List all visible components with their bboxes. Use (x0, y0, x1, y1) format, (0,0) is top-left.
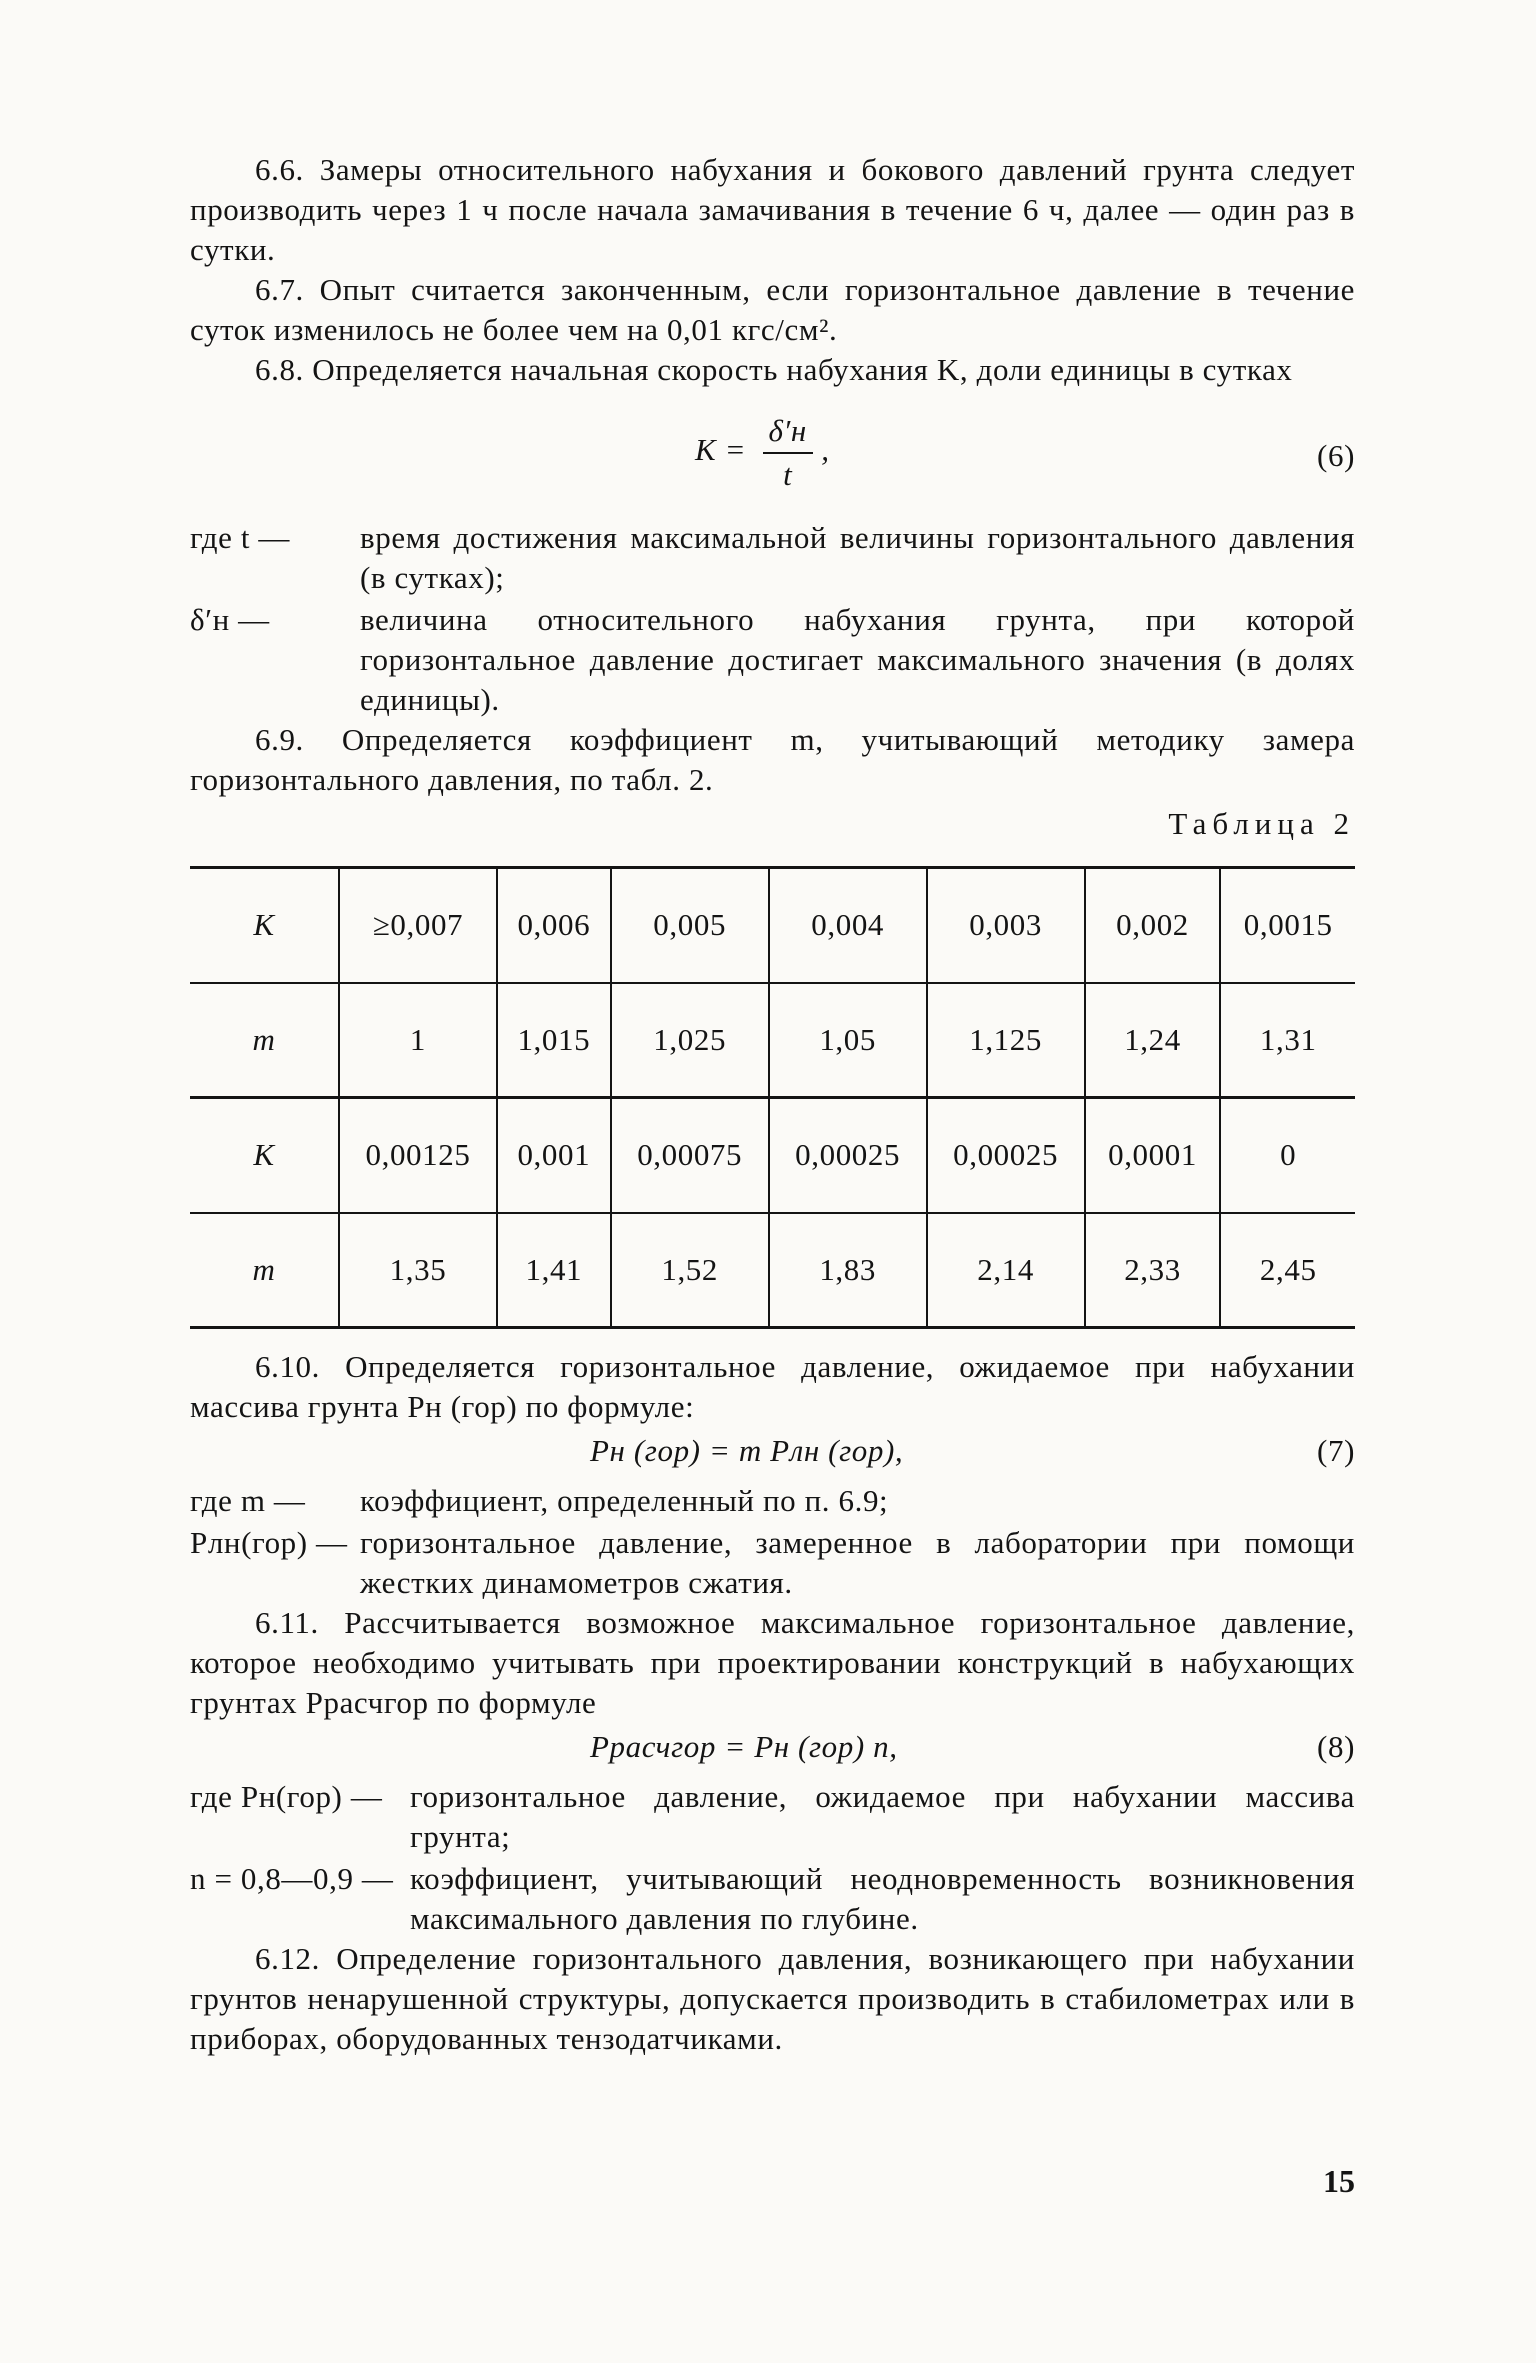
where-description: горизонтальное давление, ожидаемое при набухании массива грунта; (410, 1779, 1355, 1854)
table-cell: 2,14 (927, 1213, 1085, 1328)
page-number: 15 (1323, 2163, 1355, 2199)
where-8-p (190, 1777, 1355, 1857)
table-row-label: m (190, 1213, 339, 1328)
table-cell: 0,003 (927, 868, 1085, 983)
table-row (190, 983, 1355, 1098)
table-cell: 1,35 (339, 1213, 497, 1328)
where-symbol: где t — (190, 520, 291, 555)
where-symbol: δ′н — (190, 602, 270, 637)
table-cell: ≥0,007 (339, 868, 497, 983)
where-description: величина относительного набухания грунта, при которой горизонтальное давление достигает максимального значения (в долях единицы). (360, 602, 1355, 717)
formula-8 (190, 1723, 1355, 1775)
paragraph-6-10: 6.10. Определяется горизонтальное давление, ожидаемое при набухании массива грунта Pн (гор) по формуле: (190, 1349, 1355, 1424)
formula-7 (190, 1427, 1355, 1479)
where-7-p (190, 1523, 1355, 1603)
table-cell: 1,24 (1085, 983, 1221, 1098)
table-cell: 1,52 (611, 1213, 769, 1328)
table-cell: 1,05 (769, 983, 927, 1098)
paragraph-6-9: 6.9. Определяется коэффициент m, учитывающий методику замера горизонтального давления, по табл. 2. (190, 722, 1355, 797)
table-row (190, 868, 1355, 983)
table-cell: 0,0001 (1085, 1098, 1221, 1213)
formula-8-expression: Pрасчгор = Pн (гор) n, (590, 1729, 898, 1764)
table-cell: 0,00025 (927, 1098, 1085, 1213)
table-row-label: K (190, 1098, 339, 1213)
table-cell: 0 (1220, 1098, 1355, 1213)
where-6-delta (190, 600, 1355, 720)
where-7-m (190, 1481, 1355, 1521)
table-cell: 0,005 (611, 868, 769, 983)
table-caption: Таблица 2 (1168, 806, 1355, 841)
where-symbol: n = 0,8—0,9 — (190, 1861, 394, 1896)
table-row (190, 1213, 1355, 1328)
formula-6-numerator: δ′н (763, 410, 813, 454)
table-cell: 1,31 (1220, 983, 1355, 1098)
equation-number-6: (6) (1317, 438, 1355, 473)
table-row (190, 1098, 1355, 1213)
where-description: время достижения максимальной величины горизонтального давления (в сутках); (360, 520, 1355, 595)
table-cell: 0,004 (769, 868, 927, 983)
where-symbol: где m — (190, 1483, 306, 1518)
equation-number-7: (7) (1317, 1433, 1355, 1468)
table-cell: 0,00125 (339, 1098, 497, 1213)
table-cell: 2,45 (1220, 1213, 1355, 1328)
formula-6-lhs: K = (695, 432, 747, 468)
table-row-label: m (190, 983, 339, 1098)
table-cell: 1,41 (497, 1213, 611, 1328)
table-2 (190, 866, 1355, 1329)
formula-6-denominator: t (783, 457, 793, 492)
equation-number-8: (8) (1317, 1729, 1355, 1764)
where-description: коэффициент, определенный по п. 6.9; (360, 1483, 889, 1518)
formula-6-tail: , (821, 432, 830, 468)
formula-6 (190, 396, 1355, 516)
where-symbol: где Pн(гор) — (190, 1779, 383, 1814)
table-cell: 0,0015 (1220, 868, 1355, 983)
where-symbol: Pлн(гор) — (190, 1525, 348, 1560)
document-page (190, 150, 1355, 2059)
table-cell: 1,015 (497, 983, 611, 1098)
table-cell: 0,006 (497, 868, 611, 983)
table-cell: 0,00075 (611, 1098, 769, 1213)
table-cell: 0,00025 (769, 1098, 927, 1213)
where-6-t (190, 518, 1355, 598)
table-cell: 0,002 (1085, 868, 1221, 983)
table-cell: 0,001 (497, 1098, 611, 1213)
where-description: коэффициент, учитывающий неодновременность возникновения максимального давления по глубине. (410, 1861, 1355, 1936)
table-row-label: K (190, 868, 339, 983)
table-cell: 2,33 (1085, 1213, 1221, 1328)
paragraph-6-8: 6.8. Определяется начальная скорость набухания K, доли единицы в сутках (255, 352, 1293, 387)
paragraph-6-7: 6.7. Опыт считается законченным, если горизонтальное давление в течение суток изменилось не более чем на 0,01 кгс/см². (190, 272, 1355, 347)
table-cell: 1,025 (611, 983, 769, 1098)
table-cell: 1 (339, 983, 497, 1098)
paragraph-6-6: 6.6. Замеры относительного набухания и бокового давлений грунта следует производить через 1 ч после начала замачивания в течение 6 ч, далее — один раз в сутки. (190, 152, 1355, 267)
formula-7-expression: Pн (гор) = m Pлн (гор), (590, 1433, 904, 1468)
paragraph-6-11: 6.11. Рассчитывается возможное максимальное горизонтальное давление, которое необходимо учитывать при проектировании конструкций в набухающих грунтах Pрасчгор по формуле (190, 1605, 1355, 1720)
where-8-n (190, 1859, 1355, 1939)
table-cell: 1,125 (927, 983, 1085, 1098)
where-description: горизонтальное давление, замеренное в лаборатории при помощи жестких динамометров сжатия. (360, 1525, 1355, 1600)
table-cell: 1,83 (769, 1213, 927, 1328)
paragraph-6-12: 6.12. Определение горизонтального давления, возникающего при набухании грунтов ненарушенной структуры, допускается производить в стабилометрах или в приборах, оборудованных тензодатчиками. (190, 1941, 1355, 2056)
